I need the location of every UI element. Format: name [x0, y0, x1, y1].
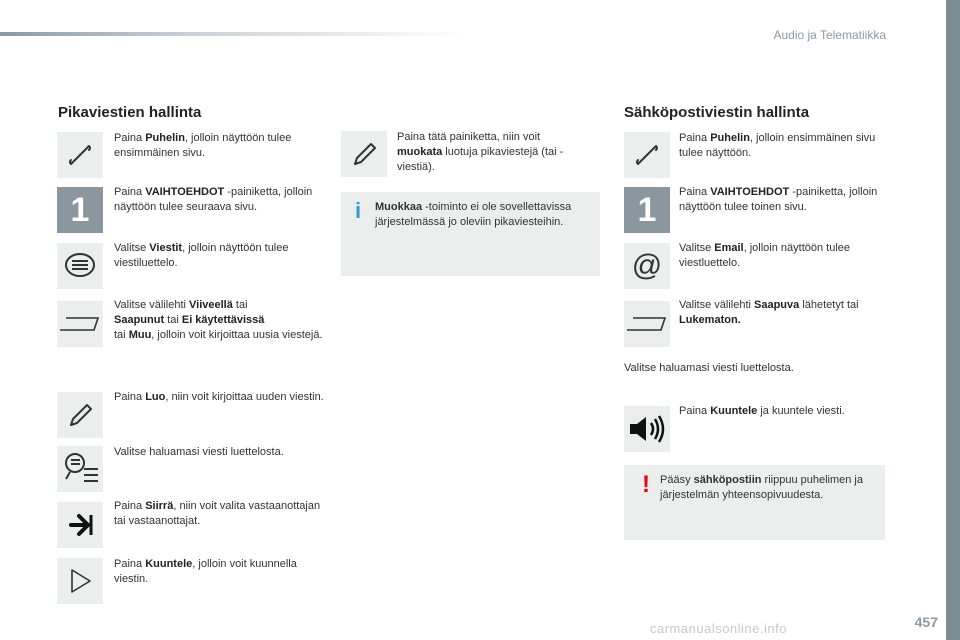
left-step-6-text: Valitse haluamasi viesti luettelosta.	[114, 446, 284, 458]
header-accent-bar	[0, 32, 470, 36]
page-edge-strip	[946, 0, 960, 640]
info-icon: i	[355, 198, 362, 223]
left-section-title: Pikaviestien hallinta	[58, 104, 202, 121]
right-section-title: Sähköpostiviestin hallinta	[624, 104, 810, 121]
number-one-badge: 1	[57, 187, 103, 233]
speaker-icon	[627, 413, 667, 445]
forward-icon-box	[57, 502, 103, 548]
edit-pencil-icon	[349, 139, 379, 169]
edit-pencil-icon-box	[341, 131, 387, 177]
phone-icon	[632, 140, 662, 170]
speaker-icon-box	[624, 406, 670, 452]
warning-icon: !	[642, 471, 650, 498]
left-step-3-text: Valitse Viestit, jolloin näyttöön tulee viestiluettelo.	[114, 242, 289, 269]
pencil-icon	[65, 400, 95, 430]
right-step-2-text: Paina VAIHTOEHDOT -painiketta, jolloin näyttöön tulee toinen sivu.	[679, 186, 878, 213]
footer-watermark: carmanualsonline.info	[650, 621, 787, 636]
section-label: Audio ja Telematiikka	[773, 28, 886, 42]
at-icon	[630, 249, 664, 283]
svg-text:@: @	[631, 249, 663, 282]
edit-instruction-text: Paina tätä painiketta, niin voit muokata luotuja pikaviestejä (tai -viestiä).	[397, 131, 564, 173]
info-note	[341, 192, 600, 276]
left-step-1-text: Paina Puhelin, jolloin näyttöön tulee ensimmäinen sivu.	[114, 132, 292, 159]
tab-icon-box	[57, 301, 103, 347]
left-step-4-text: Valitse välilehti Viiveellä tai Saapunut tai Ei käytettävissä tai Muu, jolloin voit kirjoittaa uusia viestejä.	[114, 299, 323, 341]
right-select-text: Valitse haluamasi viesti luettelosta.	[624, 362, 794, 374]
tab-icon-box-right	[624, 301, 670, 347]
play-icon-box	[57, 558, 103, 604]
messages-icon-box	[57, 243, 103, 289]
number-one-badge-right: 1	[624, 187, 670, 233]
right-step-1-text: Paina Puhelin, jolloin ensimmäinen sivu tulee näyttöön.	[679, 132, 876, 159]
phone-icon-box-right	[624, 132, 670, 178]
left-step-2-text: Paina VAIHTOEHDOT -painiketta, jolloin näyttöön tulee seuraava sivu.	[114, 186, 313, 213]
select-list-icon	[60, 451, 100, 487]
left-step-5-text: Paina Luo, niin voit kirjoittaa uuden viestin.	[114, 391, 324, 403]
right-step-4-text: Valitse välilehti Saapuva lähetetyt tai Lukematon.	[679, 299, 859, 326]
at-icon-box	[624, 243, 670, 289]
select-list-icon-box	[57, 446, 103, 492]
phone-icon	[65, 140, 95, 170]
right-step-3-text: Valitse Email, jolloin näyttöön tulee viestluettelo.	[679, 242, 851, 269]
info-note-text: Muokkaa -toiminto ei ole sovellettavissa järjestelmässä jo oleviin pikaviesteihin.	[375, 201, 572, 228]
tab-icon	[58, 314, 102, 334]
page-number: 457	[914, 614, 938, 630]
right-listen-text: Paina Kuuntele ja kuuntele viesti.	[679, 405, 845, 417]
forward-icon	[65, 510, 95, 540]
left-step-7-text: Paina Siirrä, niin voit valita vastaanottajan tai vastaanottajat.	[114, 500, 321, 527]
pencil-icon-box	[57, 392, 103, 438]
left-step-8-text: Paina Kuuntele, jolloin voit kuunnella viestin.	[114, 558, 297, 585]
phone-icon-box	[57, 132, 103, 178]
tab-icon	[625, 314, 669, 334]
play-icon	[65, 566, 95, 596]
warning-note	[624, 465, 885, 540]
messages-icon	[63, 251, 97, 281]
warning-note-text: Pääsy sähköpostiin riippuu puhelimen ja järjestelmän yhteensopivuudesta.	[660, 474, 863, 501]
